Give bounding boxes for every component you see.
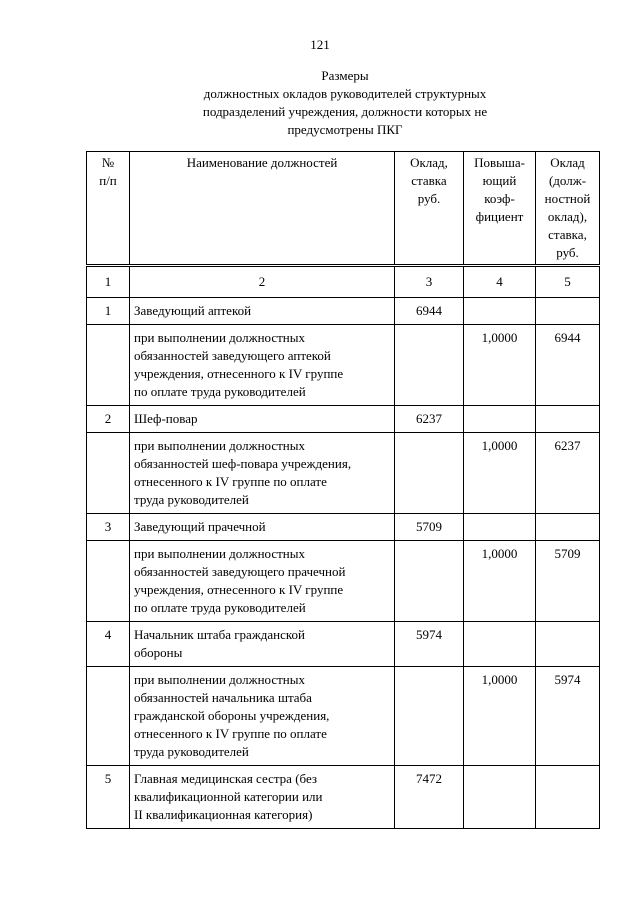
header-salary: Оклад (долж- ностной оклад), ставка, руб. [536,152,600,266]
empty-cell [464,406,536,433]
detail-line: обязанностей начальника штаба [134,690,312,705]
position-name [130,622,395,667]
column-index: 1 [87,266,130,298]
table-row-detail [87,667,600,766]
detail-line: учреждения, отнесенного к IV группе [134,366,344,381]
table-row-detail [87,541,600,622]
title-line: предусмотрены ПКГ [287,122,403,137]
salary-table [86,151,600,829]
empty-cell [536,622,600,667]
detail-line: отнесенного к IV группе по оплате [134,474,327,489]
detail-line: при выполнении должностных [134,438,305,453]
position-name-line: Заведующий аптекой [134,303,252,318]
table-row-position [87,622,600,667]
position-number: 3 [87,514,130,541]
empty-cell [464,622,536,667]
empty-cell [536,406,600,433]
position-number: 1 [87,298,130,325]
detail-description [130,433,395,514]
empty-cell [395,541,464,622]
detail-line: учреждения, отнесенного к IV группе [134,582,344,597]
detail-line: отнесенного к IV группе по оплате [134,726,327,741]
empty-cell [464,766,536,829]
empty-cell [395,667,464,766]
title-line: Размеры [321,68,369,83]
detail-line: обязанностей заведующего аптекой [134,348,331,363]
detail-description [130,541,395,622]
title-line: должностных окладов руководителей структурных [203,86,487,101]
position-name-line: Главная медицинская сестра (без [134,771,318,786]
column-index: 5 [536,266,600,298]
detail-line: гражданской обороны учреждения, [134,708,330,723]
position-name-line: квалификационной категории или [134,789,323,804]
detail-line: при выполнении должностных [134,330,305,345]
position-number: 4 [87,622,130,667]
empty-cell [395,325,464,406]
position-name [130,406,395,433]
position-name-line: II квалификационная категория) [134,807,313,822]
position-number: 5 [87,766,130,829]
header-rate: Оклад, ставка руб. [395,152,464,266]
position-name-line: Шеф-повар [134,411,198,426]
position-name-line: обороны [134,645,183,660]
table-row-detail [87,433,600,514]
header-name: Наименование должностей [130,152,395,266]
detail-salary: 6237 [536,433,600,514]
detail-line: при выполнении должностных [134,546,305,561]
detail-salary: 5709 [536,541,600,622]
position-rate: 5709 [395,514,464,541]
detail-coefficient: 1,0000 [464,433,536,514]
table-row-position [87,298,600,325]
detail-line: при выполнении должностных [134,672,305,687]
detail-line: обязанностей заведующего прачечной [134,564,346,579]
page-number: 121 [310,37,330,52]
empty-cell [87,433,130,514]
column-index: 4 [464,266,536,298]
empty-cell [87,667,130,766]
table-row-position [87,406,600,433]
position-rate: 5974 [395,622,464,667]
position-name [130,766,395,829]
detail-line: по оплате труда руководителей [134,384,306,399]
position-rate: 6237 [395,406,464,433]
detail-description [130,325,395,406]
detail-coefficient: 1,0000 [464,667,536,766]
table-row-position [87,514,600,541]
empty-cell [395,433,464,514]
title-line: подразделений учреждения, должности которых не [202,104,488,119]
empty-cell [87,325,130,406]
detail-coefficient: 1,0000 [464,325,536,406]
header-coefficient: Повыша- ющий коэф- фициент [464,152,536,266]
position-number: 2 [87,406,130,433]
table-row-detail [87,325,600,406]
detail-salary: 6944 [536,325,600,406]
empty-cell [536,766,600,829]
position-rate: 7472 [395,766,464,829]
column-index: 3 [395,266,464,298]
empty-cell [464,298,536,325]
table-row-position [87,766,600,829]
detail-line: по оплате труда руководителей [134,600,306,615]
empty-cell [464,514,536,541]
detail-description [130,667,395,766]
empty-cell [536,514,600,541]
position-name [130,514,395,541]
document-title [150,67,540,139]
detail-line: труда руководителей [134,744,249,759]
detail-salary: 5974 [536,667,600,766]
position-name-line: Начальник штаба гражданской [134,627,306,642]
detail-line: труда руководителей [134,492,249,507]
header-num: № п/п [87,152,130,266]
column-index-row [87,266,600,298]
empty-cell [87,541,130,622]
position-rate: 6944 [395,298,464,325]
position-name [130,298,395,325]
detail-coefficient: 1,0000 [464,541,536,622]
empty-cell [536,298,600,325]
detail-line: обязанностей шеф-повара учреждения, [134,456,352,471]
position-name-line: Заведующий прачечной [134,519,266,534]
column-index: 2 [130,266,395,298]
table-header-row [87,152,600,266]
